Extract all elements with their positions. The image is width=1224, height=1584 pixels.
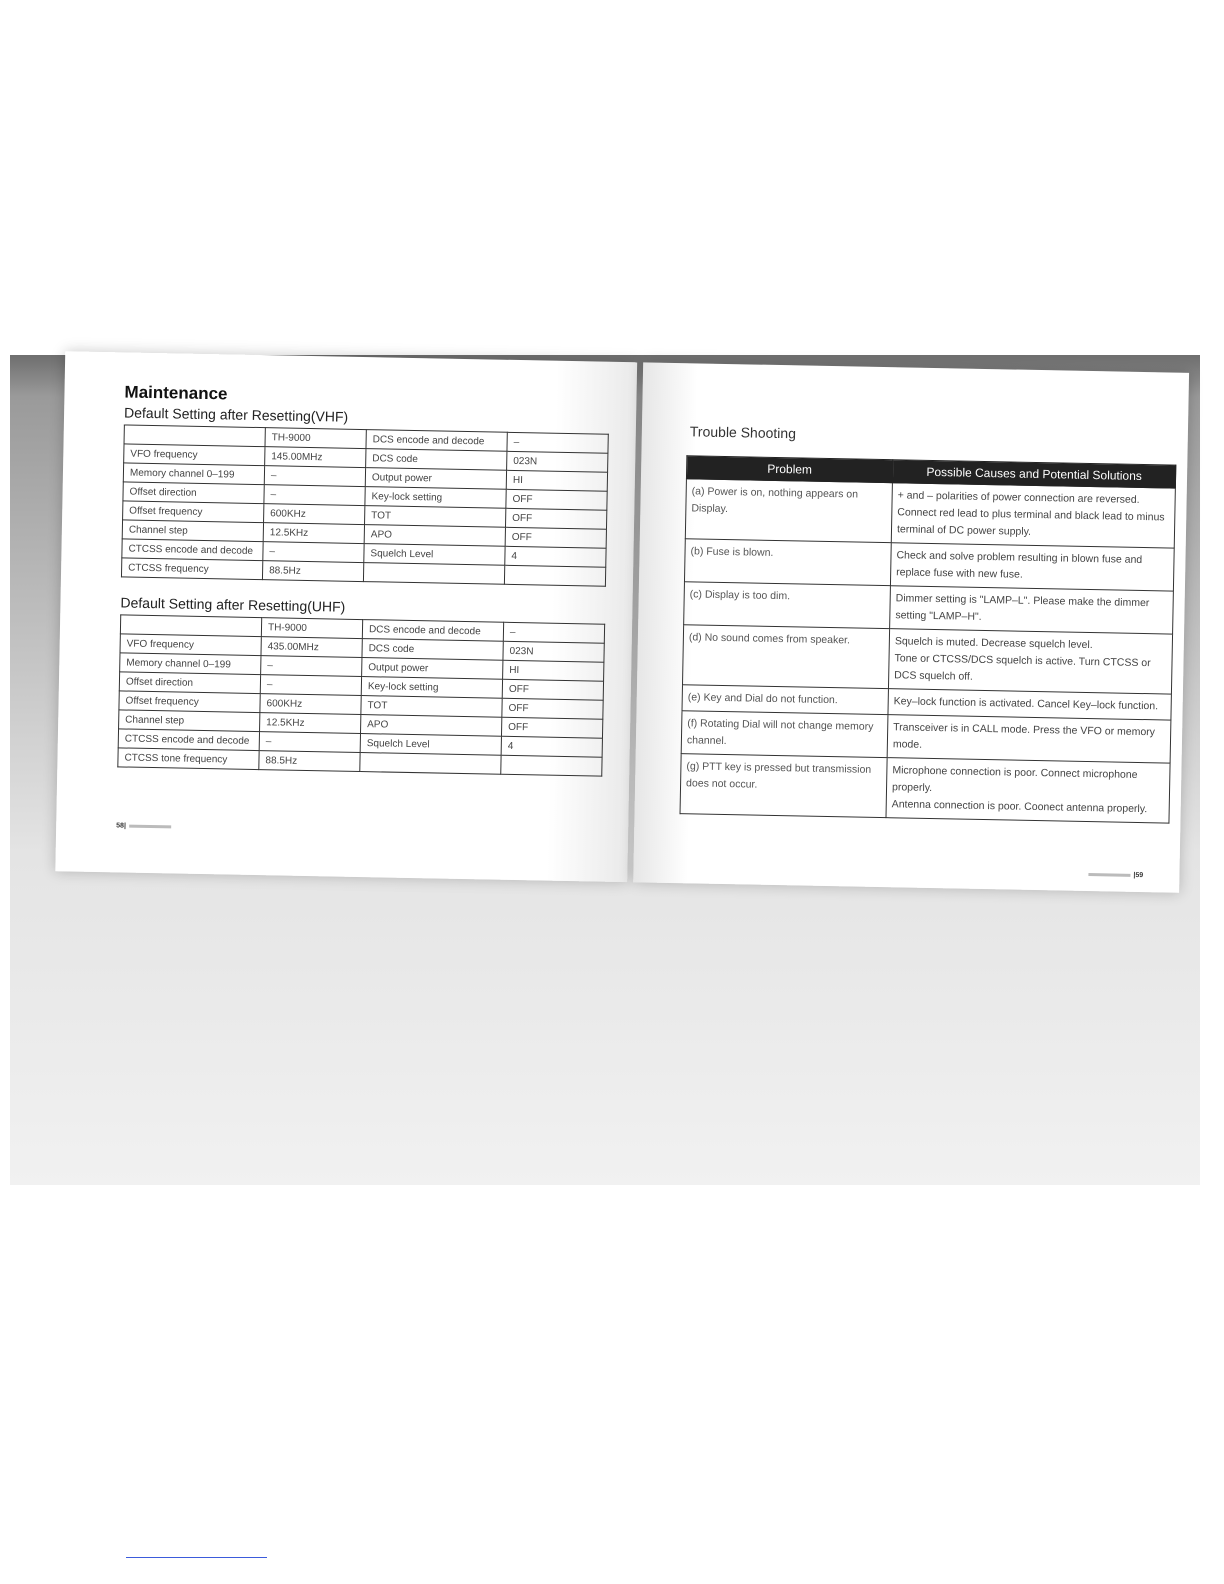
setting-name-cell: Squelch Level: [360, 734, 501, 756]
problem-cell: (b) Fuse is blown.: [684, 539, 891, 586]
setting-value-cell: 4: [501, 736, 602, 757]
troubleshooting-row: [685, 479, 1175, 548]
setting-value-cell: 4: [505, 546, 606, 567]
setting-name-cell: VFO frequency: [124, 444, 265, 466]
troubleshooting-table: [680, 455, 1177, 823]
solution-text: Transceiver is in CALL mode. Press the VFO or memory mode.: [892, 721, 1156, 751]
setting-value-cell: OFF: [506, 489, 607, 510]
troubleshooting-title: Trouble Shooting: [689, 423, 797, 442]
setting-name-cell: DCS code: [366, 449, 507, 471]
page-number-bar: [1088, 873, 1130, 877]
solution-cell: [887, 715, 1171, 763]
solution-text: Dimmer setting is "LAMP–L". Please make the dimmer setting "LAMP–H".: [895, 592, 1150, 623]
setting-value-cell: 145.00MHz: [265, 447, 366, 468]
page-number-left: 58|: [116, 822, 174, 830]
setting-name-cell: [363, 563, 504, 585]
vhf-settings-table: [121, 424, 609, 586]
setting-name-cell: Memory channel 0–199: [120, 653, 261, 675]
problem-header: Problem: [686, 456, 892, 483]
setting-name-cell: TOT: [361, 696, 502, 718]
solution-text: Microphone connection is poor. Connect microphone properly.: [891, 764, 1138, 795]
setting-value-cell: 600KHz: [260, 694, 361, 715]
problem-cell: (e) Key and Dial do not function.: [682, 685, 888, 715]
setting-name-cell: Offset frequency: [123, 501, 264, 523]
setting-name-cell: VFO frequency: [120, 634, 261, 656]
setting-name-cell: DCS encode and decode: [362, 620, 503, 642]
setting-value-cell: OFF: [501, 717, 602, 738]
setting-name-cell: Memory channel 0–199: [123, 463, 264, 485]
bottom-link-underline: [126, 1557, 267, 1558]
setting-value-cell: TH-9000: [265, 428, 366, 449]
solution-cell: [890, 543, 1174, 591]
setting-name-cell: Channel step: [122, 520, 263, 542]
setting-value-cell: 600KHz: [264, 504, 365, 525]
setting-value-cell: OFF: [505, 527, 606, 548]
troubleshooting-row: [682, 625, 1172, 694]
setting-name-cell: CTCSS encode and decode: [118, 729, 259, 751]
problem-cell: (g) PTT key is pressed but transmission does not occur.: [680, 754, 887, 818]
setting-value-cell: –: [261, 656, 362, 677]
page-number-bar: [129, 824, 171, 828]
problem-cell: (c) Display is too dim.: [684, 582, 891, 629]
setting-name-cell: Channel step: [119, 710, 260, 732]
solutions-header: Possible Causes and Potential Solutions: [892, 460, 1175, 488]
setting-value-cell: HI: [503, 660, 604, 681]
setting-value-cell: [501, 755, 602, 776]
setting-value-cell: TH-9000: [261, 618, 362, 639]
vhf-heading: Default Setting after Resetting(VHF): [123, 404, 349, 425]
solution-text: Tone or CTCSS/DCS squelch is active. Turn CTCSS or DCS squelch off.: [894, 652, 1151, 683]
setting-name-cell: Offset direction: [119, 672, 260, 694]
problem-cell: (f) Rotating Dial will not change memory channel.: [681, 711, 888, 758]
setting-value-cell: –: [503, 622, 604, 643]
troubleshooting-row: [680, 754, 1170, 823]
setting-value-cell: –: [263, 542, 364, 563]
page-number-right: |59: [1085, 871, 1143, 879]
solution-text: Key–lock function is activated. Cancel Key–lock function.: [893, 695, 1159, 713]
setting-name-cell: APO: [364, 525, 505, 547]
setting-value-cell: OFF: [502, 698, 603, 719]
solution-cell: [891, 483, 1175, 548]
left-page: [55, 351, 637, 882]
setting-value-cell: –: [264, 485, 365, 506]
setting-name-cell: [360, 753, 501, 775]
setting-value-cell: OFF: [502, 679, 603, 700]
setting-value-cell: 023N: [507, 451, 608, 472]
setting-value-cell: –: [260, 675, 361, 696]
setting-name-cell: CTCSS tone frequency: [118, 748, 259, 770]
uhf-heading: Default Setting after Resetting(UHF): [120, 594, 346, 615]
page-title: Maintenance: [124, 382, 228, 404]
setting-value-cell: 023N: [503, 641, 604, 662]
solution-text: Squelch is muted. Decrease squelch level.: [894, 635, 1093, 652]
right-page: [633, 362, 1189, 892]
setting-name-cell: Offset frequency: [119, 691, 260, 713]
page-number-text: 58: [116, 822, 125, 830]
setting-name-cell: Output power: [362, 658, 503, 680]
page-number-text: 59: [1135, 871, 1144, 880]
setting-name-cell: DCS encode and decode: [366, 430, 507, 452]
setting-value-cell: OFF: [505, 508, 606, 529]
problem-cell: (a) Power is on, nothing appears on Display.: [685, 479, 892, 543]
setting-value-cell: –: [259, 732, 360, 753]
setting-value-cell: –: [507, 432, 608, 453]
setting-name-cell: CTCSS encode and decode: [122, 539, 263, 561]
setting-value-cell: [504, 565, 605, 586]
setting-name-cell: Output power: [365, 468, 506, 490]
setting-value-cell: HI: [506, 470, 607, 491]
setting-value-cell: –: [264, 466, 365, 487]
book-spread: [15, 351, 1205, 914]
setting-value-cell: 88.5Hz: [259, 751, 360, 772]
solution-text: + and – polarities of power connection are reversed. Connect red lead to plus terminal and black lead to minus terminal of DC power supply.: [896, 489, 1165, 538]
setting-name-cell: Offset direction: [123, 482, 264, 504]
problem-cell: (d) No sound comes from speaker.: [682, 625, 889, 689]
setting-value-cell: 88.5Hz: [262, 561, 363, 582]
setting-name-cell: TOT: [365, 506, 506, 528]
setting-name-cell: APO: [361, 715, 502, 737]
setting-value-cell: 12.5KHz: [263, 523, 364, 544]
setting-value-cell: 435.00MHz: [261, 637, 362, 658]
solution-cell: [886, 758, 1170, 823]
setting-name-cell: Key-lock setting: [365, 487, 506, 509]
solution-text: Check and solve problem resulting in blown fuse and replace fuse with new fuse.: [896, 549, 1143, 581]
setting-value-cell: 12.5KHz: [260, 713, 361, 734]
solution-cell: [888, 629, 1172, 694]
solution-cell: [890, 586, 1174, 634]
setting-name-cell: Key-lock setting: [361, 677, 502, 699]
setting-name-cell: Squelch Level: [364, 544, 505, 566]
uhf-settings-table: [117, 614, 605, 776]
solution-text: Antenna connection is poor. Coonect antenna properly.: [891, 798, 1148, 816]
setting-name-cell: DCS code: [362, 639, 503, 661]
setting-name-cell: CTCSS frequency: [121, 558, 262, 580]
